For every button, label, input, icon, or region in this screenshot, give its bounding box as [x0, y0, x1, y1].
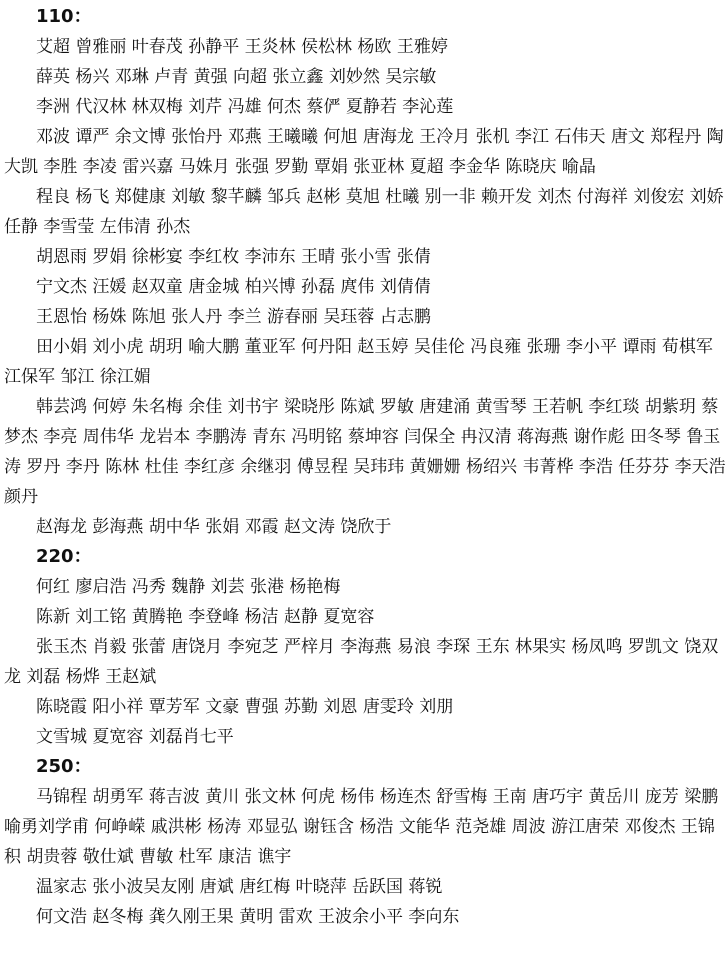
- section-header: 220：: [36, 546, 92, 567]
- name-list-paragraph: 陈晓霞 阳小祥 覃芳军 文豪 曹强 苏勤 刘恩 唐雯玲 刘朋: [36, 697, 454, 717]
- name-list-paragraph: 马锦程 胡勇军 蒋吉波 黄川 张文林 何虎 杨伟 杨连杰 舒雪梅 王南 唐巧宇 黄岳川 庞芳 梁鹏 喻勇刘学甫 何峥嵘 戚洪彬 杨涛 邓显弘 谢钰含 杨浩 文能华 范尧雄 周波 游江唐荣 邓俊杰 王锦积 胡贵蓉 敬仕斌 曹敏 杜军 康洁 谯宇: [4, 787, 719, 867]
- name-list-paragraph: 陈新 刘工铭 黄腾艳 李登峰 杨洁 赵静 夏宽容: [36, 607, 375, 627]
- name-list-paragraph: 艾超 曾雅丽 叶春茂 孙静平 王炎林 侯松林 杨欧 王雅婷: [36, 37, 448, 57]
- section-header: 110：: [36, 6, 92, 27]
- name-list-paragraph: 宁文杰 汪媛 赵双童 唐金城 柏兴博 孙磊 庹伟 刘倩倩: [36, 277, 431, 297]
- section-250: [4, 752, 726, 932]
- section-110: [4, 2, 726, 542]
- name-list-paragraph: 胡恩雨 罗娟 徐彬宴 李红枚 李沛东 王晴 张小雪 张倩: [36, 247, 431, 267]
- section-header: 250：: [36, 756, 92, 777]
- name-list-paragraph: 王恩怡 杨姝 陈旭 张人丹 李兰 游春丽 吴珏蓉 占志鹏: [36, 307, 431, 327]
- name-list-paragraph: 何文浩 赵冬梅 龚久刚王果 黄明 雷欢 王波余小平 李向东: [36, 907, 460, 927]
- document: [4, 2, 726, 932]
- name-list-paragraph: 何红 廖启浩 冯秀 魏静 刘芸 张港 杨艳梅: [36, 577, 341, 597]
- name-list-paragraph: 薛英 杨兴 邓琳 卢青 黄强 向超 张立鑫 刘妙然 吴宗敏: [36, 67, 437, 87]
- name-list-paragraph: 张玉杰 肖毅 张蕾 唐饶月 李宛芝 严梓月 李海燕 易浪 李琛 王东 林果实 杨凤鸣 罗凯文 饶双龙 刘磊 杨烨 王赵斌: [4, 637, 719, 687]
- name-list-paragraph: 程良 杨飞 郑健康 刘敏 黎芊麟 邹兵 赵彬 莫旭 杜曦 别一非 赖开发 刘杰 付海祥 刘俊宏 刘娇 任静 李雪莹 左伟清 孙杰: [4, 187, 724, 237]
- name-list-paragraph: 文雪城 夏宽容 刘磊肖七平: [36, 727, 234, 747]
- name-list-paragraph: 田小娟 刘小虎 胡玥 喻大鹏 董亚军 何丹阳 赵玉婷 吴佳伦 冯良雍 张珊 李小平 谭雨 荀棋军 江保军 邹江 徐江媚: [4, 337, 713, 387]
- section-220: [4, 542, 726, 752]
- name-list-paragraph: 邓波 谭严 余文博 张怡丹 邓燕 王曦曦 何旭 唐海龙 王冷月 张机 李江 石伟天 唐文 郑程丹 陶大凯 李胜 李凌 雷兴嘉 马姝月 张强 罗勤 覃娟 张亚林 夏超 李金华 陈晓庆 喻晶: [4, 127, 724, 177]
- name-list-paragraph: 韩芸鸿 何婷 朱名梅 余佳 刘书宇 梁晓彤 陈斌 罗敏 唐建涌 黄雪琴 王若帆 李红琰 胡紫玥 蔡梦杰 李亮 周伟华 龙岩本 李鹏涛 青东 冯明铭 蔡坤容 闫保全 冉汉清 蒋海燕 谢作彪 田冬琴 鲁玉涛 罗丹 李丹 陈林 杜佳 李红彦 余继羽 傅昱程 吴玮玮 黄姗姗 杨绍兴 韦菁桦 李浩 任芬芬 李天浩 颜丹: [4, 397, 726, 507]
- name-list-paragraph: 赵海龙 彭海燕 胡中华 张娟 邓霞 赵文涛 饶欣于: [36, 517, 392, 537]
- name-list-paragraph: 温家志 张小波吴友刚 唐斌 唐红梅 叶晓萍 岳跃国 蒋锐: [36, 877, 443, 897]
- name-list-paragraph: 李洲 代汉林 林双梅 刘芹 冯雄 何杰 蔡俨 夏静若 李沁莲: [36, 97, 454, 117]
